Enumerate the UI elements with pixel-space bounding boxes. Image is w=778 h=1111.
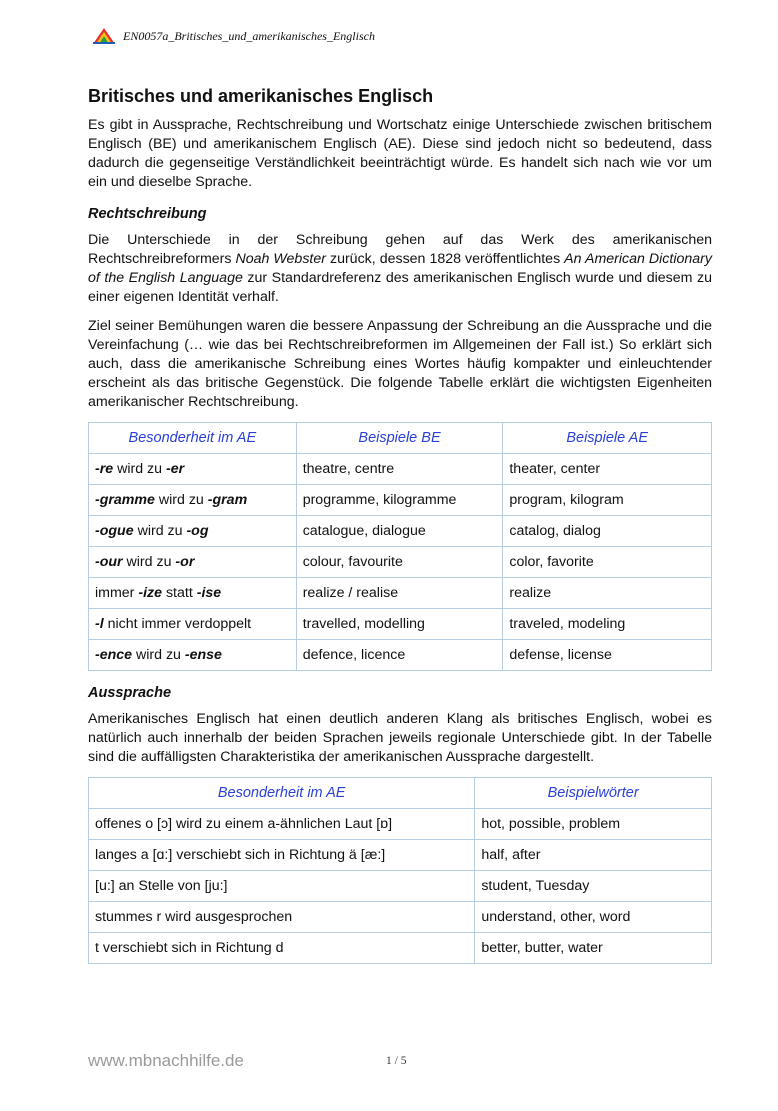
feature-cell: t verschiebt sich in Richtung d — [89, 933, 475, 964]
suffix: -er — [165, 461, 185, 477]
suffix: -our — [95, 554, 123, 570]
be-cell: travelled, modelling — [296, 609, 503, 640]
suffix: -re — [95, 461, 114, 477]
feature-cell — [89, 485, 297, 516]
spelling-table — [88, 422, 712, 671]
suffix: -og — [186, 523, 209, 539]
text-fragment: zur Standardreferenz des amerikanischen Englisch wurde und diesem zu einer eigenen Identität verhalf. — [88, 270, 712, 305]
feature-cell: offenes o [ɔ] wird zu einem a-ähnlichen Laut [ɒ] — [89, 809, 475, 840]
table-row — [89, 902, 712, 933]
connector: statt — [162, 585, 197, 601]
text-fragment: zurück, dessen 1828 veröffentlichtes — [325, 251, 565, 267]
pronunciation-paragraph: Amerikanisches Englisch hat einen deutlich anderen Klang als britisches Englisch, wobei es natürlich auch innerhalb der beiden Sprachen jeweils regionale Unterschiede gibt. In der Tabelle sind die auffälligsten Charakteristika der amerikanischen Aussprache dargestellt. — [88, 711, 712, 765]
examples-cell: understand, other, word — [475, 902, 712, 933]
ae-cell: program, kilogram — [503, 485, 712, 516]
suffix: -gramme — [95, 492, 155, 508]
person-name: Noah Webster — [235, 251, 326, 267]
section-heading-rechtschreibung: Rechtschreibung — [88, 206, 207, 222]
connector: immer — [95, 585, 139, 601]
ae-cell: defense, license — [503, 640, 712, 671]
page-number: 1 / 5 — [386, 1055, 407, 1067]
feature-cell: [u:] an Stelle von [ju:] — [89, 871, 475, 902]
webster-paragraph — [88, 231, 712, 307]
feature-cell: stummes r wird ausgesprochen — [89, 902, 475, 933]
connector: wird zu — [113, 461, 166, 477]
feature-cell — [89, 640, 297, 671]
examples-cell: better, butter, water — [475, 933, 712, 964]
table-row — [89, 485, 712, 516]
feature-cell: langes a [ɑ:] verschiebt sich in Richtung ä [æ:] — [89, 840, 475, 871]
connector: wird zu — [154, 492, 208, 508]
page-header — [93, 28, 375, 44]
ae-cell: traveled, modeling — [503, 609, 712, 640]
column-header: Beispiele AE — [503, 423, 712, 454]
examples-cell: hot, possible, problem — [475, 809, 712, 840]
suffix: -ise — [196, 585, 222, 601]
column-header: Besonderheit im AE — [89, 778, 475, 809]
be-cell: defence, licence — [296, 640, 503, 671]
table-row — [89, 516, 712, 547]
page-title: Britisches und amerikanisches Englisch — [88, 86, 434, 106]
table-row — [89, 640, 712, 671]
ae-cell: color, favorite — [503, 547, 712, 578]
examples-cell: student, Tuesday — [475, 871, 712, 902]
ae-cell: catalog, dialog — [503, 516, 712, 547]
table-row — [89, 454, 712, 485]
suffix: -ize — [138, 585, 163, 601]
intro-paragraph: Es gibt in Aussprache, Rechtschreibung und Wortschatz einige Unterschiede zwischen britischem Englisch (BE) und amerikanischem Englisch (AE). Diese sind jedoch nicht so bedeutend, dass dadurch die gegenseitige Verständlichkeit beeinträchtigt würde. Es handelt sich nach wie vor um ein und dieselbe Sprache. — [88, 117, 712, 190]
feature-cell — [89, 547, 297, 578]
table-row — [89, 871, 712, 902]
feature-cell — [89, 454, 297, 485]
book-title: An American Dictionary of the English Language — [88, 251, 712, 286]
table-row — [89, 933, 712, 964]
suffix: -l — [95, 616, 104, 632]
feature-cell — [89, 578, 297, 609]
section-heading-aussprache: Aussprache — [88, 685, 172, 701]
ae-cell: theater, center — [503, 454, 712, 485]
examples-cell: half, after — [475, 840, 712, 871]
feature-cell — [89, 609, 297, 640]
connector: wird zu — [122, 554, 176, 570]
table-row — [89, 547, 712, 578]
be-cell: programme, kilogramme — [296, 485, 503, 516]
column-header: Beispiele BE — [296, 423, 503, 454]
reform-paragraph: Ziel seiner Bemühungen waren die bessere Anpassung der Schreibung an die Aussprache und die Vereinfachung (… wie das bei Rechtschreibreformen im Allgemeinen der Fall ist.) So erklärt sich auch, dass die amerikanische Schreibung eines Wortes häufig kompakter und einleuchtender erscheint als das britische Gegenstück. Die folgende Tabelle erklärt die wichtigsten Eigenheiten amerikanischer Rechtschreibung. — [88, 318, 712, 410]
table-header-row — [89, 423, 712, 454]
table-header-row — [89, 778, 712, 809]
table-row — [89, 840, 712, 871]
table-row — [89, 578, 712, 609]
page-content — [88, 86, 712, 964]
connector: nicht immer verdoppelt — [103, 616, 252, 632]
ae-cell: realize — [503, 578, 712, 609]
document-id: EN0057a_Britisches_und_amerikanisches_Englisch — [123, 28, 375, 43]
column-header: Beispielwörter — [475, 778, 712, 809]
suffix: -ogue — [95, 523, 134, 539]
table-row — [89, 609, 712, 640]
footer-website-link[interactable]: www.mbnachhilfe.de — [88, 1051, 244, 1070]
be-cell: realize / realise — [296, 578, 503, 609]
connector: wird zu — [133, 523, 187, 539]
suffix: -ence — [95, 647, 133, 663]
suffix: -or — [175, 554, 195, 570]
table-row — [89, 809, 712, 840]
triangle-logo-icon — [93, 28, 115, 44]
column-header: Besonderheit im AE — [89, 423, 297, 454]
be-cell: colour, favourite — [296, 547, 503, 578]
pronunciation-table — [88, 777, 712, 964]
be-cell: catalogue, dialogue — [296, 516, 503, 547]
suffix: -ense — [184, 647, 222, 663]
feature-cell — [89, 516, 297, 547]
connector: wird zu — [132, 647, 185, 663]
text-fragment: Die Unterschiede in der Schreibung gehen auf das Werk des amerikanischen Rechtschreibreformers — [88, 232, 712, 267]
be-cell: theatre, centre — [296, 454, 503, 485]
suffix: -gram — [207, 492, 248, 508]
